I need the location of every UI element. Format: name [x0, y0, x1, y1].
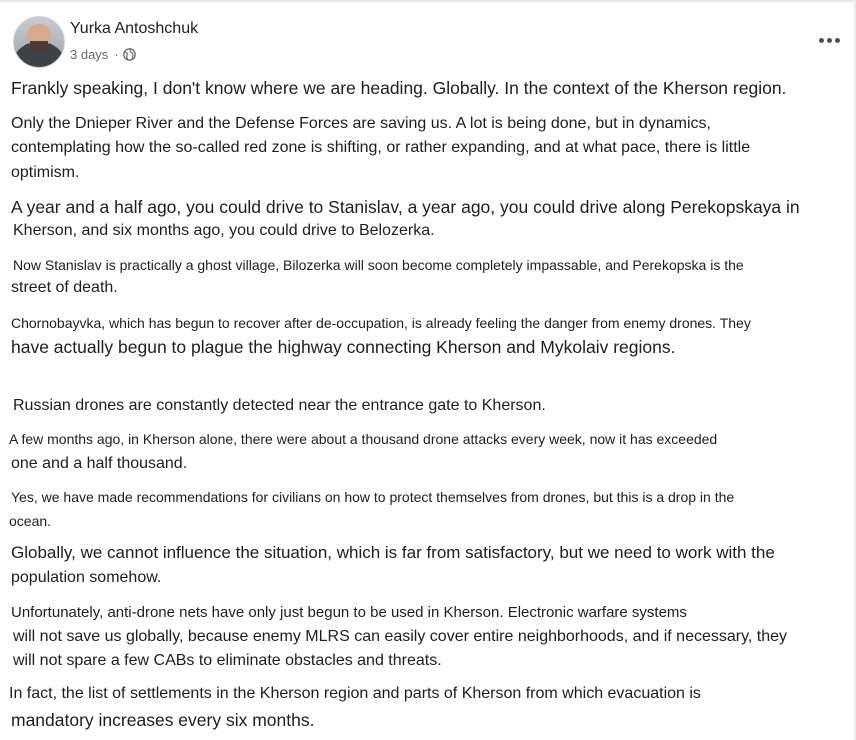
post-timestamp[interactable]: 3 days — [70, 46, 109, 62]
top-border — [0, 0, 856, 2]
post-text-line: Kherson, and six months ago, you could drive to Belozerka. — [13, 222, 435, 239]
post-meta — [70, 46, 136, 62]
post-text-line: In fact, the list of settlements in the Kherson region and parts of Kherson from which evacuation is — [9, 685, 701, 702]
post-text-line: have actually begun to plague the highway connecting Kherson and Mykolaiv regions. — [11, 337, 676, 357]
post-text-line: population somehow. — [11, 569, 162, 586]
post-text-line: Russian drones are constantly detected near the entrance gate to Kherson. — [13, 397, 546, 414]
post-text-line: Unfortunately, anti-drone nets have only just begun to be used in Kherson. Electronic warfare systems — [11, 604, 687, 621]
more-options-button[interactable] — [816, 30, 842, 50]
author-avatar[interactable] — [13, 16, 65, 68]
post-text-line: will not save us globally, because enemy MLRS can easily cover entire neighborhoods, and if necessary, they — [13, 628, 788, 645]
globe-icon[interactable] — [123, 48, 136, 61]
post-text-line: street of death. — [11, 279, 118, 296]
post-text-line: Globally, we cannot influence the situation, which is far from satisfactory, but we need to work with the — [11, 543, 775, 562]
author-name[interactable]: Yurka Antoshchuk — [70, 20, 199, 37]
post-text-line: Now Stanislav is practically a ghost village, Bilozerka will soon become completely impassable, and Perekopska is the — [13, 257, 744, 273]
meta-separator: · — [114, 46, 119, 62]
post-text-line: A few months ago, in Kherson alone, there were about a thousand drone attacks every week, now it has exceeded — [9, 431, 718, 447]
post-text-line: Yes, we have made recommendations for civilians on how to protect themselves from drones, but this is a drop in the — [11, 489, 735, 505]
post-text-line: will not spare a few CABs to eliminate obstacles and threats. — [13, 652, 442, 669]
post-text-line: one and a half thousand. — [11, 455, 188, 472]
post-text-line: ocean. — [9, 513, 52, 529]
post-text-line: optimism. — [11, 164, 80, 181]
post-text-line: mandatory increases every six months. — [11, 710, 315, 730]
post-text-line: Only the Dnieper River and the Defense Forces are saving us. A lot is being done, but in dynamics, — [11, 115, 711, 132]
post-text-line: Chornobayvka, which has begun to recover after de-occupation, is already feeling the danger from enemy drones. They — [11, 315, 751, 331]
avatar-photo-detail — [30, 41, 48, 53]
post-text-line: A year and a half ago, you could drive to Stanislav, a year ago, you could drive along Perekopskaya in — [11, 197, 800, 217]
post-text-line: contemplating how the so-called red zone is shifting, or rather expanding, and at what pace, there is little — [11, 139, 751, 156]
post-text-line: Frankly speaking, I don't know where we are heading. Globally. In the context of the Kherson region. — [11, 78, 787, 98]
more-options-icon — [819, 38, 824, 43]
